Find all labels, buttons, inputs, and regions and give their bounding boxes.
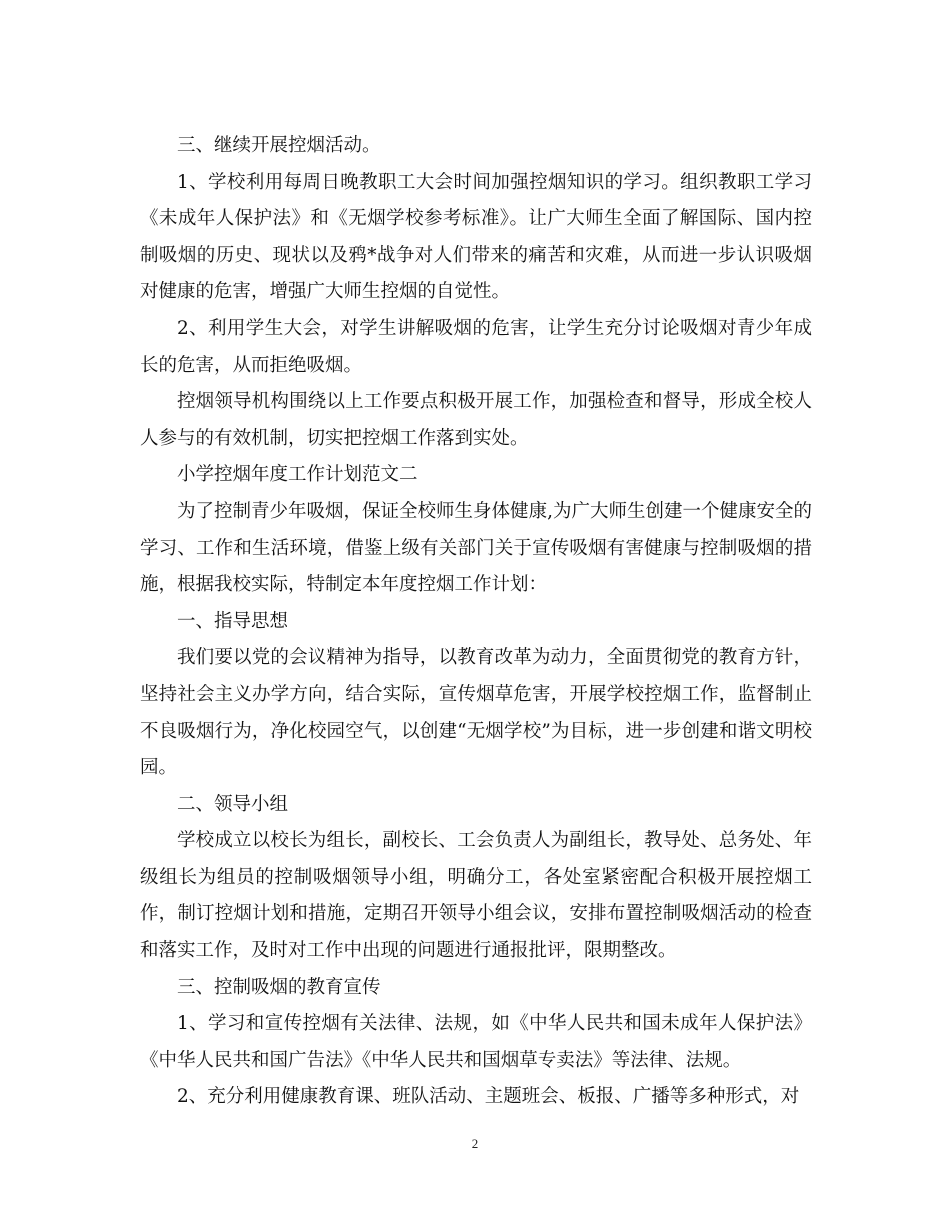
section-heading-continue-activities: 三、继续开展控烟活动。 <box>177 135 381 156</box>
paragraph-leadership-group: 学校成立以校长为组长，副校长、工会负责人为副组长，教导处、总务处、年级组长为组员的控制吸烟领导小组，明确分工，各处室紧密配合积极开展控烟工作，制订控烟计划和措施，定期召开领导小组会议，安排布置控制吸烟活动的检查和落实工作，及时对工作中出现的问题进行通报批评，限期整改。 <box>140 830 812 962</box>
section-heading-education-publicity: 三、控制吸烟的教育宣传 <box>177 976 381 998</box>
paragraph-staff-study: 1、学校利用每周日晚教职工大会时间加强控烟知识的学习。组织教职工学习《未成年人保护法》和《无烟学校参考标准》。让广大师生全面了解国际、国内控制吸烟的历史、现状以及鸦*战争对人们带来的痛苦和灾难，从而进一步认识吸烟对健康的危害，增强广大师生控烟的自觉性。 <box>140 171 812 303</box>
paragraph-health-education: 2、充分利用健康教育课、班队活动、主题班会、板报、广播等多种形式，对 <box>177 1086 800 1108</box>
paragraph-student-assembly: 2、利用学生大会，对学生讲解吸烟的危害，让学生充分讨论吸烟对青少年成长的危害，从而拒绝吸烟。 <box>140 317 812 376</box>
document-subtitle: 小学控烟年度工作计划范文二 <box>177 464 418 486</box>
paragraph-guiding-ideology: 我们要以党的会议精神为指导，以教育改革为动力，全面贯彻党的教育方针，坚持社会主义办学方向，结合实际，宣传烟草危害，开展学校控烟工作，监督制止不良吸烟行为，净化校园空气，以创建“无烟学校”为目标，进一步创建和谐文明校园。 <box>140 647 812 779</box>
paragraph-laws-study: 1、学习和宣传控烟有关法律、法规，如《中华人民共和国未成年人保护法》《中华人民共和国广告法》《中华人民共和国烟草专卖法》等法律、法规。 <box>140 1013 812 1071</box>
section-heading-guiding-ideology: 一、指导思想 <box>177 610 289 632</box>
paragraph-intro: 为了控制青少年吸烟，保证全校师生身体健康,为广大师生创建一个健康安全的学习、工作和生活环境，借鉴上级有关部门关于宣传吸烟有害健康与控制吸烟的措施，根据我校实际，特制定本年度控烟工作计划： <box>140 500 812 596</box>
paragraph-leadership-work: 控烟领导机构围绕以上工作要点积极开展工作，加强检查和督导，形成全校人人参与的有效机制，切实把控烟工作落到实处。 <box>140 391 812 449</box>
section-heading-leadership-group: 二、领导小组 <box>177 793 289 815</box>
page-number: 2 <box>471 1136 479 1151</box>
document-body <box>140 128 812 1116</box>
